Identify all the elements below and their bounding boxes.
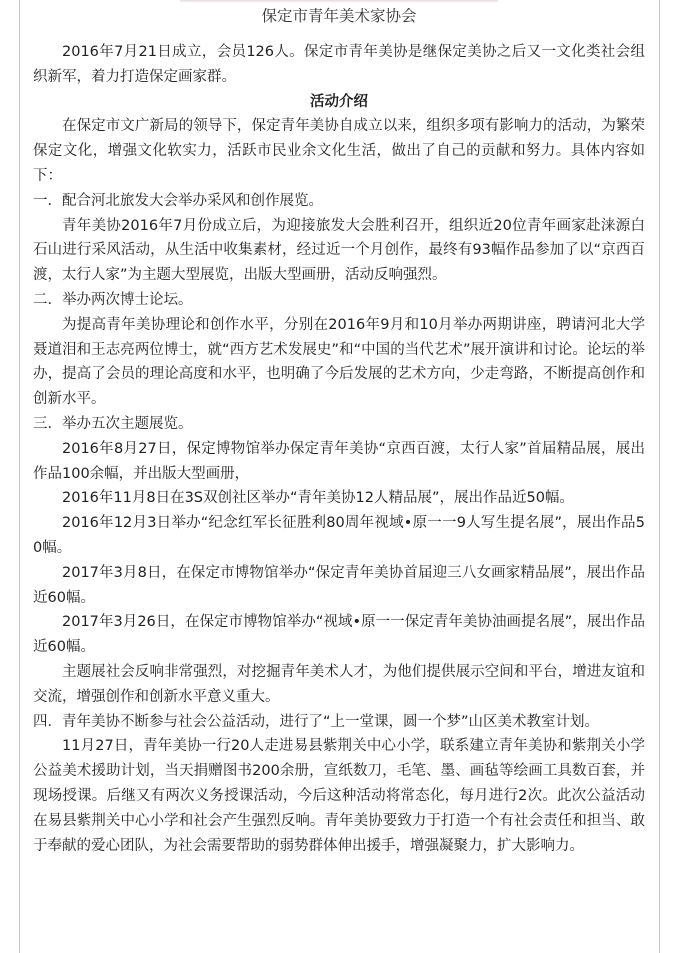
exhibition-item: 2016年12月3日举办“纪念红军长征胜利80周年视域•原一一9人写生提名展”，展出作品50幅。 <box>33 515 645 556</box>
article-title: 保定市青年美术家协会 <box>261 7 417 25</box>
exhibition-item: 2017年3月26日，在保定市博物馆举办“视域•原一一保定青年美协油画提名展”，展出作品近60幅。 <box>33 614 645 656</box>
exhibition-item: 2016年8月27日，保定博物馆举办保定青年美协“京西百渡，太行人家”首届精品展，展出作品100余幅，并出版大型画册， <box>33 440 645 482</box>
section-heading-3: 三．举办五次主题展览。 <box>33 415 193 432</box>
section-heading-4: 四．青年美协不断参与社会公益活动，进行了“上一堂课，圆一个梦”山区美术教室计划。 <box>33 713 600 730</box>
left-border <box>19 0 20 953</box>
article-body <box>33 0 645 858</box>
section-heading-2: 二．举办两次博士论坛。 <box>33 291 193 308</box>
intro-paragraph: 2016年7月21日成立，会员126人。保定市青年美协是继保定美协之后又一文化类社会组织新军，着力打造保定画家群。 <box>33 44 645 85</box>
section-3-summary: 主题展社会反响非常强烈，对挖掘青年美术人才，为他们提供展示空间和平台，增进友谊和交流，增强创作和创新水平意义重大。 <box>33 663 645 705</box>
section-subtitle: 活动介绍 <box>310 93 368 110</box>
right-border <box>659 0 660 953</box>
exhibition-item: 2017年3月8日，在保定市博物馆举办“保定青年美协首届迎三八女画家精品展”，展出作品近60幅。 <box>33 564 645 606</box>
bottom-edge <box>20 946 659 953</box>
section-1-paragraph: 青年美协2016年7月份成立后，为迎接旅发大会胜利召开，组织近20位青年画家赴涞源白石山进行采风活动，从生活中收集素材，经过近一个月创作，最终有93幅作品参加了以“京西百渡，太行人家”为主题大型展览，出版大型画册，活动反响强烈。 <box>33 217 645 284</box>
section-heading-1: 一．配合河北旅发大会举办采风和创作展览。 <box>33 192 323 209</box>
overview-paragraph: 在保定市文广新局的领导下，保定青年美协自成立以来，组织多项有影响力的活动，为繁荣保定文化，增强文化软实力，活跃市民业余文化生活，做出了自己的贡献和努力。具体内容如下： <box>33 118 645 184</box>
exhibition-item: 2016年11月8日在3S双创社区举办“青年美协12人精品展”，展出作品近50幅。 <box>62 490 574 507</box>
section-4-paragraph: 11月27日，青年美协一行20人走进易县紫荆关中心小学，联系建立青年美协和紫荆关小学公益美术援助计划，当天捐赠图书200余册，宣纸数刀，毛笔、墨、画毡等绘画工具数百套，并现场授课。后继又有两次义务授课活动，今后这种活动将常态化，每月进行2次。此次公益活动在易县紫荆关中心小学和社会产生强烈反响。青年美协要致力于打造一个有社会责任和担当、敢于奉献的爱心团队，为社会需要帮助的弱势群体伸出援手，增强凝聚力，扩大影响力。 <box>33 738 645 854</box>
section-2-paragraph: 为提高青年美协理论和创作水平，分别在2016年9月和10月举办两期讲座，聘请河北大学聂道泪和王志亮两位博士，就“西方艺术发展史”和“中国的当代艺术”展开演讲和讨论。论坛的举办，提高了会员的理论高度和水平，也明确了今后发展的艺术方向，少走弯路，不断提高创作和创新水平。 <box>33 316 645 408</box>
